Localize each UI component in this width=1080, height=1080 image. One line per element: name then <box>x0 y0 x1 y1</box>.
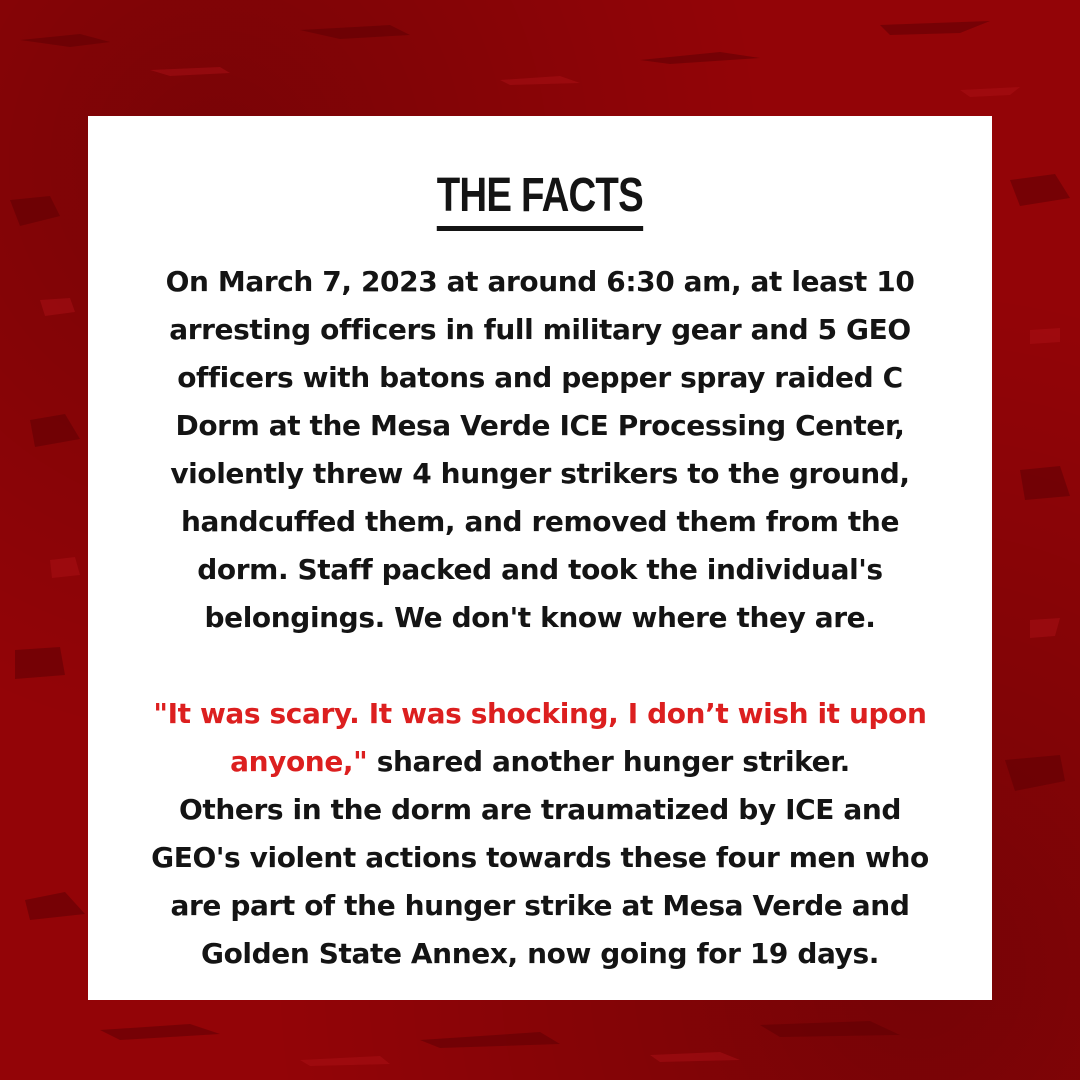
quote-line <box>100 690 980 738</box>
quote-attribution: shared another hunger striker. <box>367 745 850 778</box>
paragraph-line: On March 7, 2023 at around 6:30 am, at least 10 <box>165 265 915 298</box>
paragraph-line: officers with batons and pepper spray raided C <box>177 361 903 394</box>
quote-text-end: anyone," <box>230 745 368 778</box>
paragraph-line: violently threw 4 hunger strikers to the ground, <box>170 457 910 490</box>
paragraph-line: Golden State Annex, now going for 19 days. <box>201 937 879 970</box>
paragraph-line: arresting officers in full military gear and 5 GEO <box>169 313 911 346</box>
quote-attribution-line <box>100 738 980 786</box>
heading-wrap <box>0 168 1080 231</box>
paragraph-facts <box>100 258 980 642</box>
paragraph-quote <box>100 690 980 978</box>
paragraph-line: Others in the dorm are traumatized by ICE and <box>178 793 902 826</box>
quote-text: "It was scary. It was shocking, I don’t wish it upon <box>153 697 927 730</box>
paragraph-line: are part of the hunger strike at Mesa Verde and <box>170 889 910 922</box>
paragraph-line: Dorm at the Mesa Verde ICE Processing Center, <box>175 409 905 442</box>
paragraph-line: GEO's violent actions towards these four men who <box>151 841 929 874</box>
paragraph-line: dorm. Staff packed and took the individual's <box>197 553 883 586</box>
paragraph-line: handcuffed them, and removed them from the <box>180 505 900 538</box>
heading-title: THE FACTS <box>437 168 643 231</box>
paragraph-line: belongings. We don't know where they are. <box>204 601 876 634</box>
